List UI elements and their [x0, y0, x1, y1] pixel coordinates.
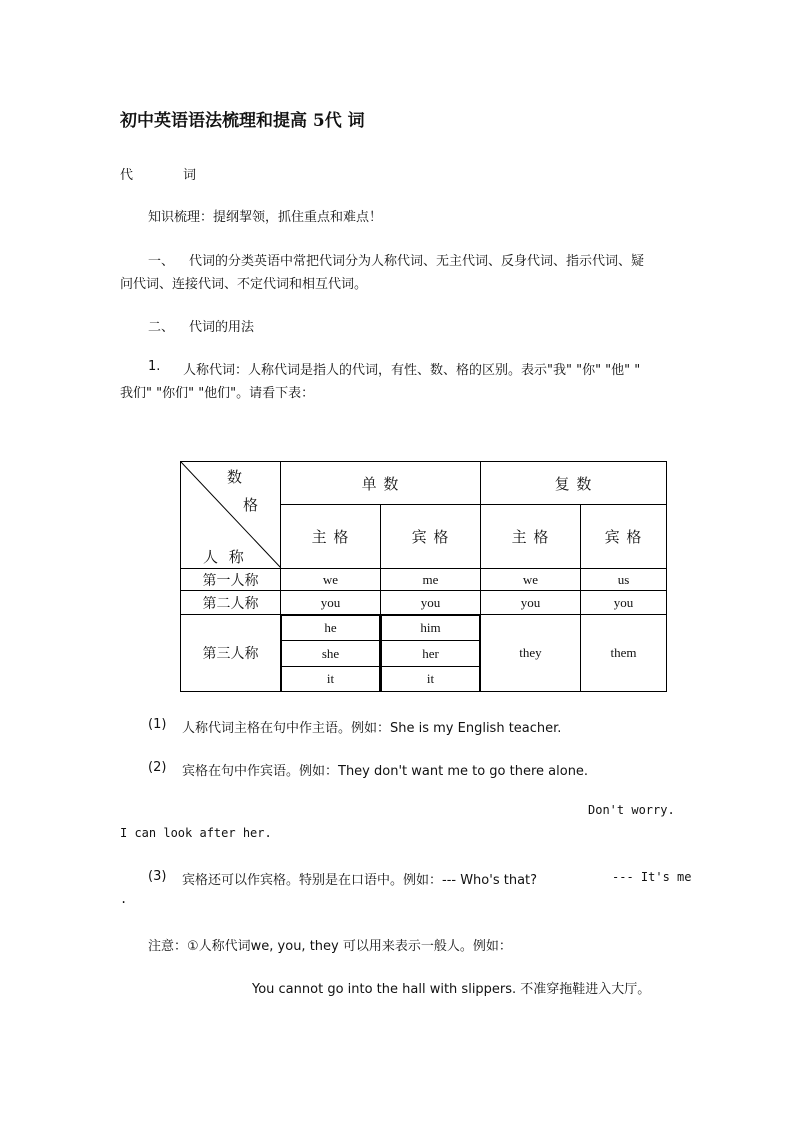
note3-answer: --- It's me	[612, 870, 692, 884]
cell-second-plural-objective: you	[581, 591, 667, 615]
point1-line2: 我们" "你们" "他们"。请看下表：	[120, 386, 315, 401]
note2-text: 宾格在句中作宾语。例如：They don't want me to go there alone.	[182, 764, 589, 779]
cell-first-singular-objective: me	[381, 569, 481, 591]
note1-text: 人称代词主格在句中作主语。例如：She is my English teacher.	[182, 721, 562, 736]
table-corner-cell	[181, 462, 281, 569]
note3-number: (3)	[148, 869, 167, 884]
note1-number: (1)	[148, 717, 167, 732]
cell-third-subjective-he: he	[282, 616, 380, 641]
row-label-first-person: 第一人称	[181, 569, 281, 591]
corner-label-case: 格	[243, 496, 259, 514]
table-row	[181, 591, 667, 615]
note3-period: .	[120, 892, 128, 906]
header-singular-objective: 宾 格	[381, 505, 481, 569]
row-label-second-person: 第二人称	[181, 591, 281, 615]
cell-third-objective-him: him	[382, 616, 480, 641]
header-plural-subjective: 主 格	[481, 505, 581, 569]
section2-text: 代词的用法	[189, 320, 255, 335]
note2-continuation-a: Don't worry.	[588, 803, 675, 817]
section1-line1: 代词的分类英语中常把代词分为人称代词、无主代词、反身代词、指示代词、疑	[189, 254, 645, 269]
header-plural: 复 数	[481, 462, 667, 505]
cell-third-singular-objective-group	[381, 615, 481, 692]
cell-third-plural-subjective: they	[481, 615, 581, 692]
header-singular-subjective: 主 格	[281, 505, 381, 569]
table-row	[181, 615, 667, 692]
point1-number: 1.	[148, 359, 161, 374]
section1-line2: 问代词、连接代词、不定代词和相互代词。	[120, 277, 368, 292]
table-row	[181, 569, 667, 591]
example-sentence: You cannot go into the hall with slippers. 不准穿拖鞋进入大厅。	[252, 982, 651, 997]
cell-second-plural-subjective: you	[481, 591, 581, 615]
corner-label-person: 人 称	[203, 548, 247, 566]
corner-label-number: 数	[227, 468, 243, 486]
row-label-third-person: 第三人称	[181, 615, 281, 692]
cell-first-plural-objective: us	[581, 569, 667, 591]
heading-char-2: 词	[183, 168, 197, 183]
cell-third-plural-objective: them	[581, 615, 667, 692]
cell-third-singular-subjective-group	[281, 615, 381, 692]
attention-note: 注意：①人称代词we, you, they 可以用来表示一般人。例如：	[148, 939, 512, 954]
cell-third-objective-it: it	[382, 666, 480, 691]
note2-continuation-b: I can look after her.	[120, 826, 272, 840]
cell-third-objective-her: her	[382, 641, 480, 666]
header-plural-objective: 宾 格	[581, 505, 667, 569]
section1-number: 一、	[148, 254, 175, 269]
point1-line1: 人称代词：人称代词是指人的代词，有性、数、格的区别。表示"我" "你" "他" "	[183, 363, 641, 378]
note3-text: 宾格还可以作宾格。特别是在口语中。例如：--- Who's that?	[182, 873, 538, 888]
cell-third-subjective-she: she	[282, 641, 380, 666]
heading-char-1: 代	[120, 168, 134, 183]
page-title: 初中英语语法梳理和提高 5代 词	[120, 111, 365, 131]
intro-text: 知识梳理：提纲挈领，抓住重点和难点！	[148, 210, 383, 225]
cell-second-singular-subjective: you	[281, 591, 381, 615]
pronoun-table	[180, 461, 667, 692]
cell-third-subjective-it: it	[282, 666, 380, 691]
note2-number: (2)	[148, 760, 167, 775]
cell-first-plural-subjective: we	[481, 569, 581, 591]
cell-second-singular-objective: you	[381, 591, 481, 615]
header-singular: 单 数	[281, 462, 481, 505]
cell-first-singular-subjective: we	[281, 569, 381, 591]
section2-number: 二、	[148, 320, 175, 335]
